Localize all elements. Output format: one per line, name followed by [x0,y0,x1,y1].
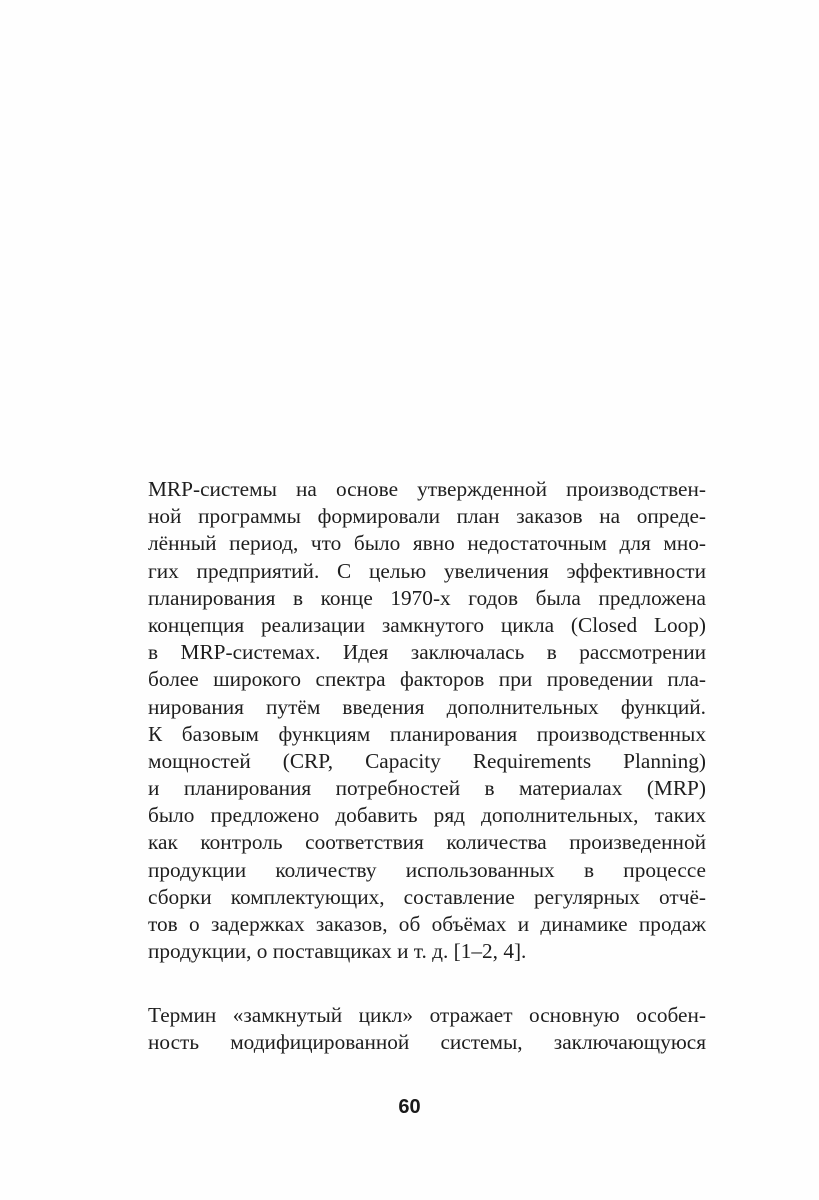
text-line: Термин «замкнутый цикл» отражает основную особен- [148,1003,706,1027]
text-line: мощностей (CRP, Capacity Requirements Planning) [148,748,706,773]
text-line: ность модифицированной системы, заключающуюся [148,1030,706,1055]
text-line: нирования путём введения дополнительных функций. [148,694,706,719]
text-line: лённый период, что было явно недостаточным для мно- [148,531,706,556]
page-number: 60 [398,1096,421,1118]
text-line: и планирования потребностей в материалах (MRP) [148,776,706,801]
text-line: MRP-системы на основе утвержденной производствен- [148,477,706,501]
text-line: тов о задержках заказов, об объёмах и динамике продаж [148,912,706,936]
text-line: К базовым функциям планирования производственных [148,721,706,746]
text-line: продукции количеству использованных в процессе [148,857,706,882]
text-line: ной программы формировали план заказов на опреде- [148,504,706,529]
paragraph-closed-loop-term [148,1002,706,1056]
text-line: в MRP-системах. Идея заключалась в рассмотрении [148,640,706,665]
text-line: планирования в конце 1970-х годов была предложена [148,585,706,610]
text-line: было предложено добавить ряд дополнительных, таких [148,803,706,828]
text-line: гих предприятий. С целью увеличения эффективности [148,558,706,583]
text-line: сборки комплектующих, составление регулярных отчё- [148,884,706,909]
text-line: как контроль соответствия количества произведенной [148,830,706,855]
text-line: концепция реализации замкнутого цикла (Closed Loop) [148,612,706,637]
paragraph-mrp-closed-loop [148,476,706,965]
text-line: более широкого спектра факторов при проведении пла- [148,667,706,692]
text-line: продукции, о поставщиках и т. д. [1–2, 4]. [148,939,527,964]
